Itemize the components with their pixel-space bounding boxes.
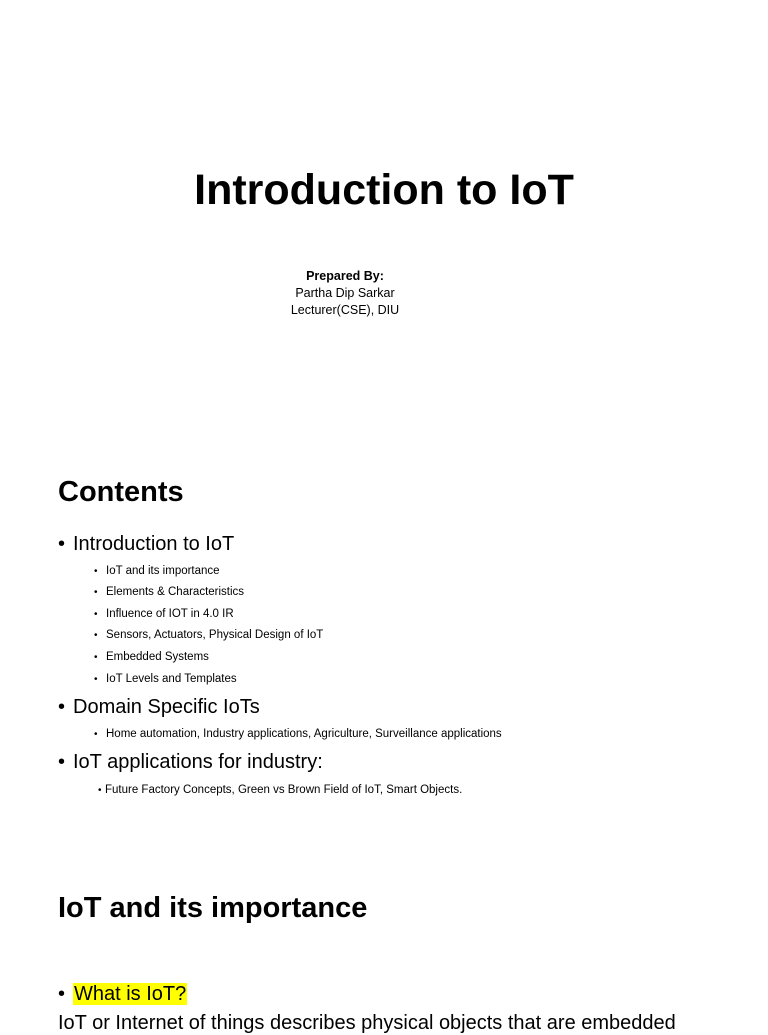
contents-item-label: Embedded Systems — [106, 651, 209, 663]
author-role: Lecturer(CSE), DIU — [290, 303, 400, 317]
contents-section — [58, 751, 323, 774]
contents-section-label: Domain Specific IoTs — [73, 696, 260, 718]
contents-item-label: IoT Levels and Templates — [106, 673, 237, 685]
contents-item-label: Future Factory Concepts, Green vs Brown Field of IoT, Smart Objects. — [105, 784, 463, 796]
contents-item-label: Home automation, Industry applications, Agriculture, Surveillance applications — [106, 728, 502, 740]
bullet-icon: • — [58, 983, 66, 1005]
importance-question — [58, 983, 187, 1006]
contents-heading: Contents — [58, 476, 184, 508]
bullet-icon: • — [58, 696, 66, 718]
bullet-icon: • — [94, 674, 98, 685]
contents-item — [94, 728, 502, 740]
bullet-icon: • — [94, 609, 98, 620]
contents-item — [94, 565, 220, 577]
highlighted-question: What is IoT? — [74, 983, 187, 1005]
contents-item-label: IoT and its importance — [106, 565, 220, 577]
contents-item — [94, 651, 209, 663]
importance-body: IoT or Internet of things describes physical objects that are embedded — [58, 1012, 676, 1034]
bullet-icon: • — [58, 533, 66, 555]
contents-item-label: Sensors, Actuators, Physical Design of IoT — [106, 629, 324, 641]
prepared-by-label: Prepared By: — [306, 269, 384, 283]
contents-item — [94, 586, 244, 598]
contents-item — [98, 784, 462, 796]
importance-heading: IoT and its importance — [58, 892, 368, 924]
bullet-icon: • — [58, 751, 66, 773]
contents-item — [94, 673, 237, 685]
contents-item-label: Influence of IOT in 4.0 IR — [106, 608, 234, 620]
contents-section — [58, 533, 234, 556]
contents-section — [58, 696, 260, 719]
bullet-icon: • — [94, 729, 98, 740]
bullet-icon: • — [94, 652, 98, 663]
bullet-icon: • — [94, 630, 98, 641]
contents-item — [94, 629, 323, 641]
contents-item — [94, 608, 234, 620]
bullet-icon: • — [94, 587, 98, 598]
contents-section-label: Introduction to IoT — [73, 533, 235, 555]
author-name: Partha Dip Sarkar — [295, 286, 395, 300]
contents-item-label: Elements & Characteristics — [106, 586, 245, 598]
page-title: Introduction to IoT — [194, 166, 574, 214]
contents-section-label: IoT applications for industry: — [73, 751, 323, 773]
bullet-icon: • — [98, 785, 102, 796]
bullet-icon: • — [94, 566, 98, 577]
